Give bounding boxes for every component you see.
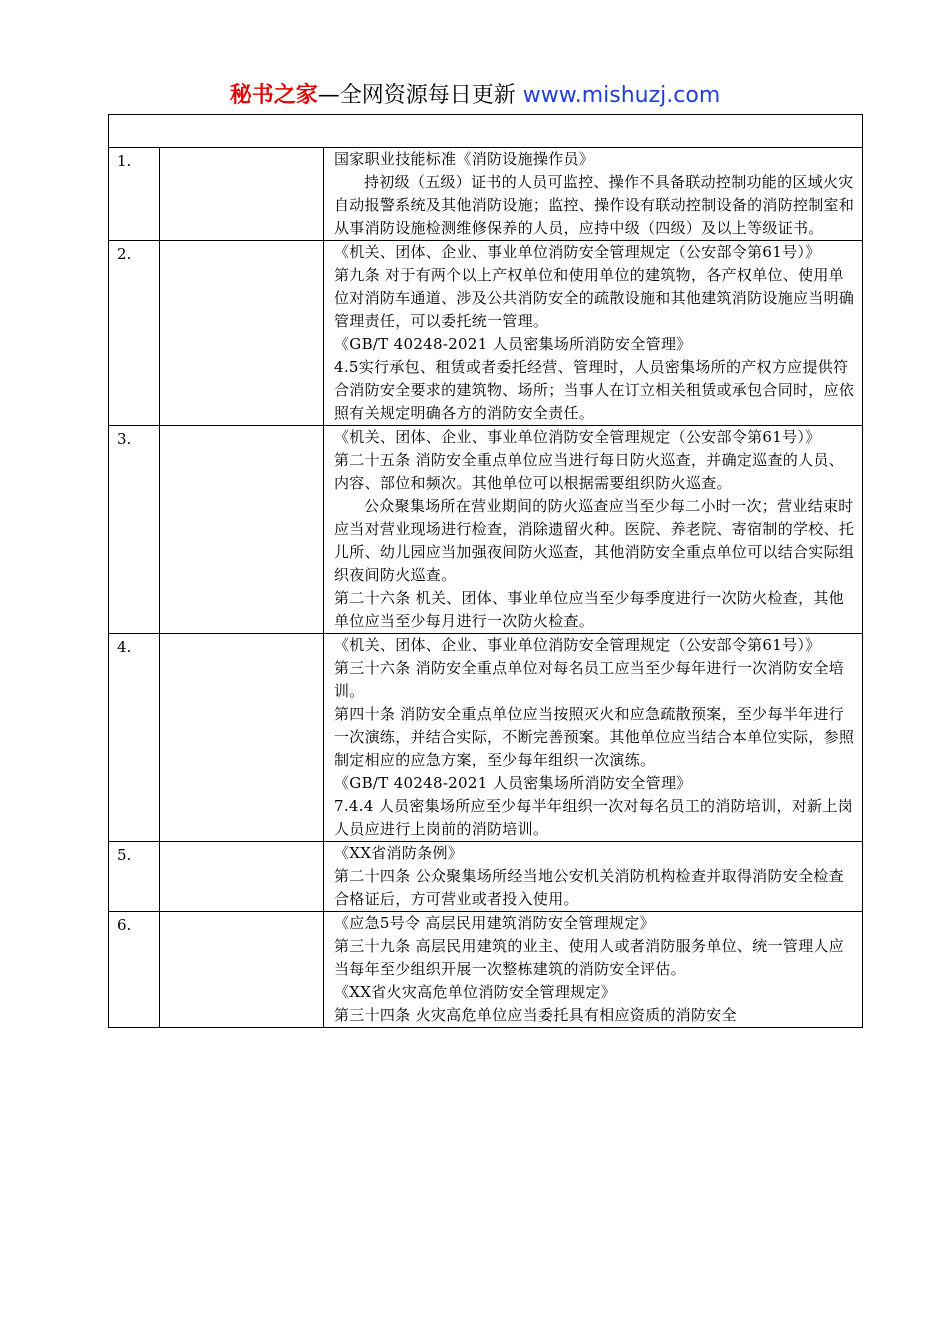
header-dash: —	[317, 83, 340, 108]
regulation-text: 《GB/T 40248-2021 人员密集场所消防安全管理》	[334, 774, 692, 792]
regulation-text: 第二十六条 机关、团体、事业单位应当至少每季度进行一次防火检查，其他单位应当至少每月进行一次防火检查。	[334, 589, 844, 630]
regulation-text: 《应急5号令 高层民用建筑消防安全管理规定》	[334, 914, 655, 932]
table-row	[109, 426, 863, 634]
regulation-text: 第九条 对于有两个以上产权单位和使用单位的建筑物，各产权单位、使用单位对消防车通道、涉及公共消防安全的疏散设施和其他建筑消防设施应当明确管理责任，可以委托统一管理。	[334, 266, 855, 330]
table-row	[109, 842, 863, 912]
regulation-text: 《机关、团体、企业、事业单位消防安全管理规定（公安部令第61号）》	[334, 428, 821, 446]
site-url-link[interactable]: www.mishuzj.com	[522, 83, 721, 108]
table-row	[109, 912, 863, 1028]
regulation-text: 4.5实行承包、租赁或者委托经营、管理时，人员密集场所的产权方应提供符合消防安全要求的建筑物、场所；当事人在订立相关租赁或承包合同时，应依照有关规定明确各方的消防安全责任。	[334, 358, 855, 422]
row-number: 6.	[109, 912, 160, 1028]
row-content	[324, 912, 863, 1028]
row-number: 1.	[109, 148, 160, 241]
table-header-cell	[109, 115, 863, 148]
table-row	[109, 241, 863, 426]
table-row	[109, 634, 863, 842]
regulation-text: 《机关、团体、企业、事业单位消防安全管理规定（公安部令第61号）》	[334, 243, 821, 261]
regulation-text: 第二十五条 消防安全重点单位应当进行每日防火巡查，并确定巡查的人员、内容、部位和频次。其他单位可以根据需要组织防火巡查。	[334, 451, 844, 492]
row-blank-cell	[160, 148, 324, 241]
regulation-text: 《GB/T 40248-2021 人员密集场所消防安全管理》	[334, 335, 692, 353]
regulation-text: 公众聚集场所在营业期间的防火巡查应当至少每二小时一次；营业结束时应当对营业现场进行检查，消除遗留火种。医院、养老院、寄宿制的学校、托儿所、幼儿园应当加强夜间防火巡查，其他消防安全重点单位可以结合实际组织夜间防火巡查。	[334, 497, 855, 584]
site-header	[0, 80, 950, 112]
row-blank-cell	[160, 634, 324, 842]
regulation-table-body	[109, 115, 863, 1028]
regulation-text: 《XX省消防条例》	[334, 844, 464, 862]
regulation-text: 第四十条 消防安全重点单位应当按照灭火和应急疏散预案，至少每半年进行一次演练，并结合实际，不断完善预案。其他单位应当结合本单位实际，参照制定相应的应急方案，至少每年组织一次演练。	[334, 705, 855, 769]
regulation-text: 持初级（五级）证书的人员可监控、操作不具备联动控制功能的区域火灾自动报警系统及其他消防设施；监控、操作设有联动控制设备的消防控制室和从事消防设施检测维修保养的人员，应持中级（四级）及以上等级证书。	[334, 173, 855, 237]
row-number: 2.	[109, 241, 160, 426]
row-blank-cell	[160, 912, 324, 1028]
site-slogan: 全网资源每日更新	[339, 83, 516, 108]
site-brand: 秘书之家	[229, 83, 318, 108]
row-content	[324, 148, 863, 241]
regulation-text: 国家职业技能标准《消防设施操作员》	[334, 150, 595, 168]
row-number: 5.	[109, 842, 160, 912]
table-header-row	[109, 115, 863, 148]
regulation-text: 第三十六条 消防安全重点单位对每名员工应当至少每年进行一次消防安全培训。	[334, 659, 844, 700]
row-blank-cell	[160, 241, 324, 426]
regulation-text: 第二十四条 公众聚集场所经当地公安机关消防机构检查并取得消防安全检查合格证后，方可营业或者投入使用。	[334, 867, 844, 908]
regulation-text: 第三十九条 高层民用建筑的业主、使用人或者消防服务单位、统一管理人应当每年至少组织开展一次整栋建筑的消防安全评估。	[334, 937, 844, 978]
regulation-text: 第三十四条 火灾高危单位应当委托具有相应资质的消防安全	[334, 1006, 737, 1024]
table-row	[109, 148, 863, 241]
regulation-table	[108, 114, 863, 1028]
regulation-text: 7.4.4 人员密集场所应至少每半年组织一次对每名员工的消防培训，对新上岗人员应进行上岗前的消防培训。	[334, 797, 854, 838]
row-blank-cell	[160, 842, 324, 912]
row-number: 4.	[109, 634, 160, 842]
row-blank-cell	[160, 426, 324, 634]
row-content	[324, 426, 863, 634]
row-number: 3.	[109, 426, 160, 634]
row-content	[324, 634, 863, 842]
regulation-text: 《机关、团体、企业、事业单位消防安全管理规定（公安部令第61号）》	[334, 636, 821, 654]
regulation-text: 《XX省火灾高危单位消防安全管理规定》	[334, 983, 617, 1001]
row-content	[324, 241, 863, 426]
row-content	[324, 842, 863, 912]
